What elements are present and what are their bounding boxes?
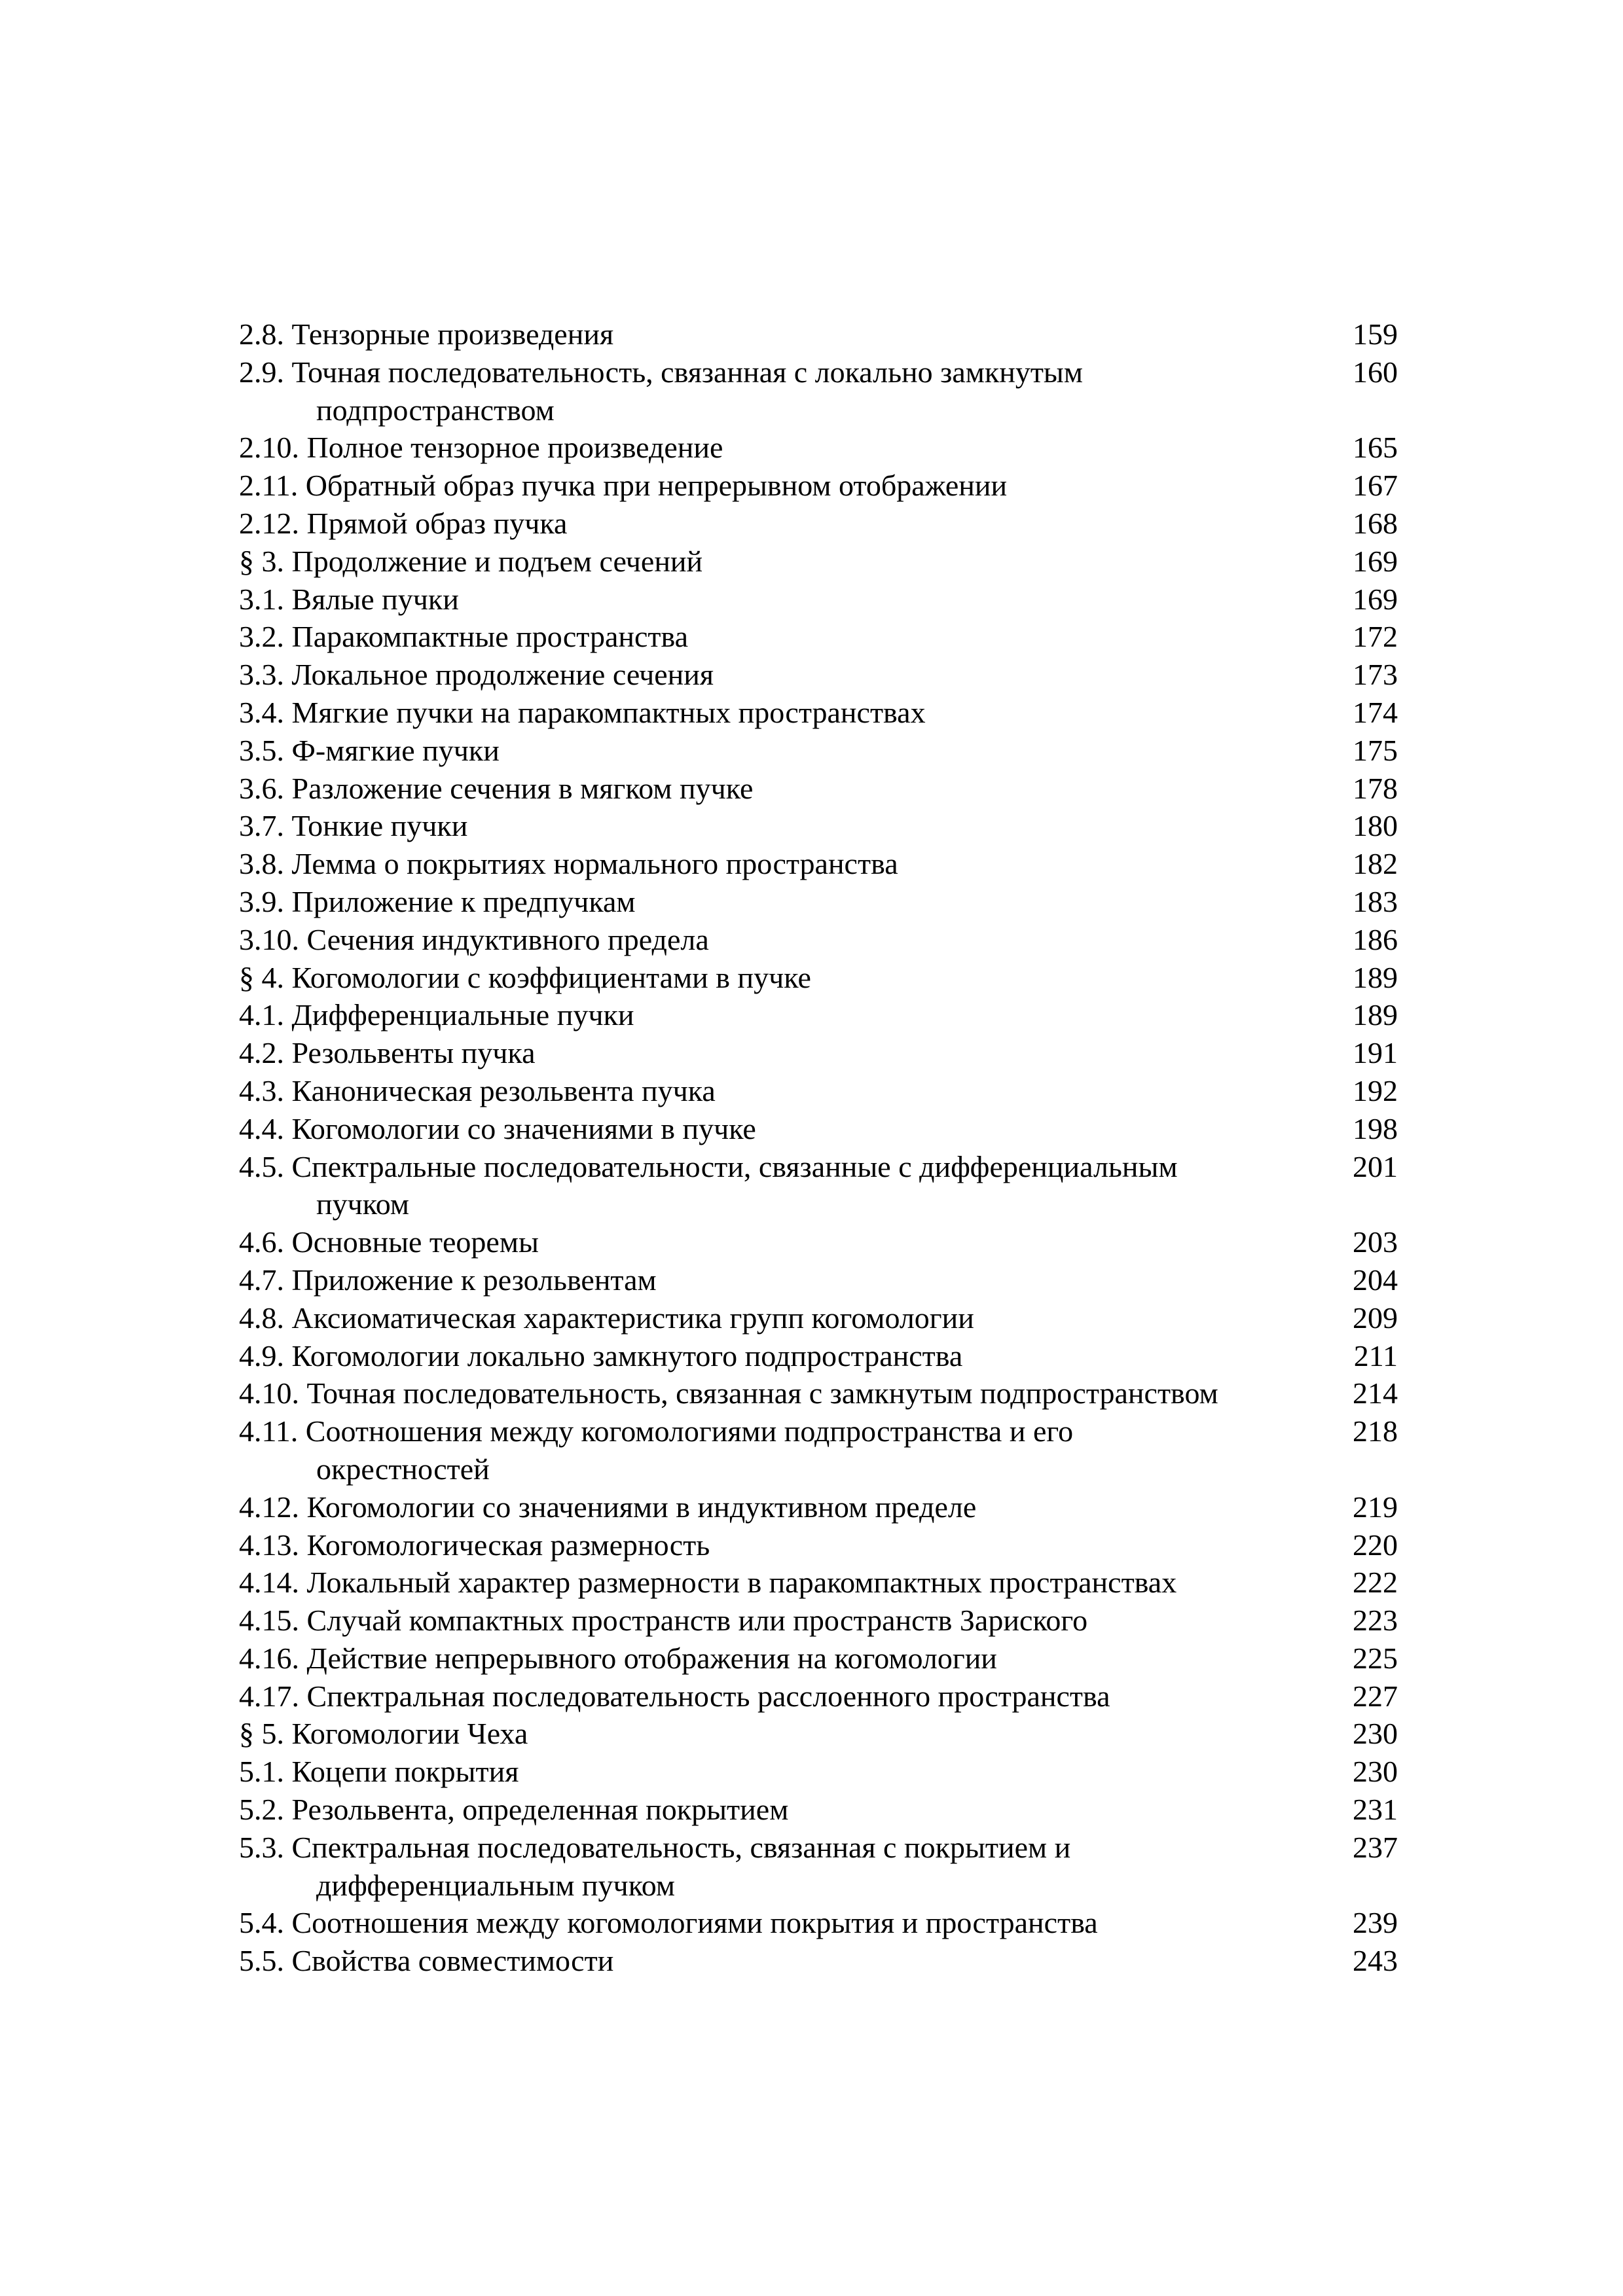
toc-entry-title-text: 3.6. Разложение сечения в мягком пучке <box>239 771 754 805</box>
toc-entry <box>239 543 1398 581</box>
toc-entry-title-continuation: пучком <box>316 1187 409 1221</box>
toc-entry-title <box>239 1564 1336 1602</box>
toc-entry-page-number: 175 <box>1353 733 1398 767</box>
toc-entry-title-text: § 3. Продолжение и подъем сечений <box>239 544 703 578</box>
toc-entry-title-text: 4.9. Когомологии локально замкнутого подпространства <box>239 1338 963 1372</box>
toc-entry-page-number: 183 <box>1353 884 1398 918</box>
toc-entry <box>239 1715 1398 1753</box>
toc-entry-page-number: 201 <box>1353 1149 1398 1183</box>
toc-entry <box>239 1640 1398 1677</box>
table-of-contents <box>239 315 1398 1980</box>
toc-entry <box>239 1337 1398 1375</box>
toc-entry-title <box>239 1374 1336 1412</box>
toc-entry-page-number: 219 <box>1353 1490 1398 1524</box>
toc-entry-page-number: 231 <box>1353 1793 1398 1827</box>
toc-entry-title-text: § 4. Когомологии с коэффициентами в пучке <box>239 960 811 994</box>
toc-entry <box>239 656 1398 694</box>
toc-entry-title-text: 2.10. Полное тензорное произведение <box>239 431 723 465</box>
toc-entry-title-text: 4.8. Аксиоматическая характеристика групп когомологии <box>239 1300 974 1335</box>
toc-entry-page-number: 169 <box>1353 544 1398 578</box>
toc-entry-page-number: 211 <box>1353 1338 1398 1372</box>
toc-entry-title <box>239 845 1336 883</box>
toc-entry-title <box>239 581 1336 619</box>
toc-entry-title-text: 4.6. Основные теоремы <box>239 1225 539 1259</box>
toc-entry-title-text: 3.4. Мягкие пучки на паракомпактных пространствах <box>239 695 926 729</box>
toc-entry-title-text: 4.15. Случай компактных пространств или пространств Зариского <box>239 1604 1088 1638</box>
toc-entry-page-number: 173 <box>1353 658 1398 692</box>
toc-entry <box>239 1526 1398 1564</box>
toc-entry-page-number: 220 <box>1353 1528 1398 1562</box>
toc-entry-page-number: 204 <box>1353 1263 1398 1297</box>
toc-entry-title-text: 3.8. Лемма о покрытиях нормального пространства <box>239 847 898 881</box>
toc-entry-title <box>239 1261 1336 1299</box>
toc-entry-title <box>239 1110 1336 1148</box>
toc-entry-title-text: 3.7. Тонкие пучки <box>239 809 468 843</box>
toc-entry-title <box>239 1337 1336 1375</box>
toc-entry-page-number: 189 <box>1353 960 1398 994</box>
toc-entry-title <box>239 1602 1336 1640</box>
toc-entry-title <box>239 959 1336 997</box>
toc-entry <box>239 429 1398 467</box>
toc-entry <box>239 1034 1398 1072</box>
toc-entry-title <box>239 732 1336 770</box>
toc-entry <box>239 1261 1398 1299</box>
toc-entry <box>239 505 1398 543</box>
toc-entry-title-text: 4.17. Спектральная последовательность расслоенного пространства <box>239 1679 1110 1713</box>
toc-entry <box>239 1412 1398 1488</box>
toc-entry-title <box>239 353 1336 429</box>
toc-entry <box>239 959 1398 997</box>
toc-entry-page-number: 192 <box>1353 1073 1398 1107</box>
toc-entry-title-text: 5.2. Резольвента, определенная покрытием <box>239 1793 789 1827</box>
toc-entry <box>239 770 1398 808</box>
toc-entry-title <box>239 921 1336 959</box>
toc-entry <box>239 1110 1398 1148</box>
toc-entry-page-number: 243 <box>1353 1944 1398 1978</box>
toc-entry <box>239 581 1398 619</box>
toc-entry-title <box>239 1072 1336 1110</box>
toc-entry-title <box>239 543 1336 581</box>
toc-entry-page-number: 198 <box>1353 1111 1398 1145</box>
toc-entry-title <box>239 467 1336 505</box>
toc-entry <box>239 618 1398 656</box>
toc-entry-title-text: 4.16. Действие непрерывного отображения на когомологии <box>239 1641 997 1675</box>
toc-entry-title <box>239 807 1336 845</box>
toc-entry-title <box>239 1526 1336 1564</box>
toc-entry-page-number: 191 <box>1353 1036 1398 1070</box>
toc-entry-page-number: 230 <box>1353 1755 1398 1789</box>
toc-entry-page-number: 174 <box>1353 695 1398 729</box>
toc-entry-page-number: 165 <box>1353 431 1398 465</box>
toc-entry <box>239 694 1398 732</box>
toc-entry-title-text: 3.1. Вялые пучки <box>239 582 459 616</box>
toc-entry-title-text: 4.3. Каноническая резольвента пучка <box>239 1073 716 1107</box>
toc-entry <box>239 467 1398 505</box>
toc-entry-title <box>239 505 1336 543</box>
toc-entry-page-number: 222 <box>1353 1566 1398 1600</box>
toc-entry-page-number: 237 <box>1353 1830 1398 1864</box>
toc-entry-title <box>239 1412 1336 1488</box>
toc-entry-page-number: 169 <box>1353 582 1398 616</box>
toc-entry-page-number: 168 <box>1353 506 1398 540</box>
toc-entry <box>239 1148 1398 1224</box>
toc-entry <box>239 732 1398 770</box>
toc-entry <box>239 845 1398 883</box>
toc-entry-page-number: 230 <box>1353 1717 1398 1751</box>
toc-entry-title-text: 2.8. Тензорные произведения <box>239 317 614 351</box>
toc-entry-title-text: 4.4. Когомологии со значениями в пучке <box>239 1111 756 1145</box>
toc-entry-title-text: § 5. Когомологии Чеха <box>239 1717 528 1751</box>
toc-entry-page-number: 209 <box>1353 1300 1398 1335</box>
toc-entry-page-number: 218 <box>1353 1414 1398 1448</box>
toc-entry-title-text: 3.9. Приложение к предпучкам <box>239 884 636 918</box>
toc-entry-page-number: 189 <box>1353 998 1398 1032</box>
toc-entry-title <box>239 429 1336 467</box>
toc-entry <box>239 996 1398 1034</box>
toc-entry <box>239 1564 1398 1602</box>
toc-entry-title <box>239 1034 1336 1072</box>
toc-entry-title-text: 4.5. Спектральные последовательности, связанные с дифференциальным <box>239 1149 1178 1183</box>
toc-entry-title-text: 4.13. Когомологическая размерность <box>239 1528 710 1562</box>
toc-entry-title-continuation: дифференциальным пучком <box>316 1868 675 1902</box>
toc-entry-page-number: 225 <box>1353 1641 1398 1675</box>
toc-entry-title <box>239 694 1336 732</box>
toc-entry-title-text: 3.10. Сечения индуктивного предела <box>239 922 709 956</box>
toc-entry-title-text: 5.1. Коцепи покрытия <box>239 1755 519 1789</box>
toc-entry-title-text: 2.12. Прямой образ пучка <box>239 506 568 540</box>
toc-entry-title-text: 4.1. Дифференциальные пучки <box>239 998 634 1032</box>
toc-entry <box>239 1753 1398 1791</box>
toc-entry <box>239 1299 1398 1337</box>
toc-entry-title <box>239 1299 1336 1337</box>
toc-entry-title-text: 5.3. Спектральная последовательность, связанная с покрытием и <box>239 1830 1071 1864</box>
toc-entry-page-number: 167 <box>1353 469 1398 503</box>
toc-entry-page-number: 178 <box>1353 771 1398 805</box>
toc-entry-page-number: 182 <box>1353 847 1398 881</box>
toc-entry-title <box>239 1753 1336 1791</box>
toc-entry-page-number: 186 <box>1353 922 1398 956</box>
toc-entry-title-text: 2.9. Точная последовательность, связанная с локально замкнутым <box>239 355 1083 389</box>
toc-entry-title <box>239 1640 1336 1677</box>
toc-entry <box>239 1488 1398 1526</box>
toc-entry <box>239 1942 1398 1980</box>
toc-entry-title-text: 3.3. Локальное продолжение сечения <box>239 658 714 692</box>
toc-entry-page-number: 239 <box>1353 1906 1398 1940</box>
toc-entry-title <box>239 1677 1336 1715</box>
toc-entry-title <box>239 656 1336 694</box>
toc-entry <box>239 921 1398 959</box>
toc-entry-page-number: 159 <box>1353 317 1398 351</box>
toc-entry-title-text: 3.5. Ф-мягкие пучки <box>239 733 500 767</box>
toc-entry <box>239 353 1398 429</box>
toc-entry-page-number: 180 <box>1353 809 1398 843</box>
toc-entry-page-number: 172 <box>1353 620 1398 654</box>
toc-entry-title <box>239 883 1336 921</box>
toc-entry-page-number: 203 <box>1353 1225 1398 1259</box>
toc-entry-title-text: 2.11. Обратный образ пучка при непрерывном отображении <box>239 469 1008 503</box>
toc-entry-page-number: 160 <box>1353 355 1398 389</box>
toc-entry-title <box>239 1942 1336 1980</box>
toc-entry-title <box>239 1148 1336 1224</box>
toc-entry-title-continuation: подпространством <box>316 393 555 427</box>
toc-entry-title <box>239 1904 1336 1942</box>
toc-entry <box>239 807 1398 845</box>
toc-entry <box>239 1677 1398 1715</box>
toc-entry-title-text: 4.7. Приложение к резольвентам <box>239 1263 657 1297</box>
toc-entry-title-text: 4.10. Точная последовательность, связанная с замкнутым подпространством <box>239 1376 1218 1410</box>
toc-entry-title <box>239 1829 1336 1905</box>
toc-entry-title <box>239 1488 1336 1526</box>
toc-entry-title-continuation: окрестностей <box>316 1452 490 1486</box>
toc-entry-page-number: 214 <box>1353 1376 1398 1410</box>
toc-entry-title-text: 4.11. Соотношения между когомологиями подпространства и его <box>239 1414 1074 1448</box>
toc-entry-title <box>239 618 1336 656</box>
toc-entry-title-text: 3.2. Паракомпактные пространства <box>239 620 689 654</box>
toc-entry <box>239 1791 1398 1829</box>
toc-entry-title <box>239 1791 1336 1829</box>
toc-entry-title <box>239 1223 1336 1261</box>
toc-entry-page-number: 223 <box>1353 1604 1398 1638</box>
toc-entry-title-text: 4.12. Когомологии со значениями в индуктивном пределе <box>239 1490 977 1524</box>
toc-entry <box>239 883 1398 921</box>
toc-entry <box>239 1374 1398 1412</box>
toc-entry-page-number: 227 <box>1353 1679 1398 1713</box>
toc-entry-title <box>239 770 1336 808</box>
toc-entry <box>239 315 1398 353</box>
toc-entry-title <box>239 1715 1336 1753</box>
toc-entry-title <box>239 996 1336 1034</box>
toc-entry <box>239 1829 1398 1905</box>
toc-entry <box>239 1904 1398 1942</box>
toc-entry <box>239 1072 1398 1110</box>
toc-entry-title-text: 5.5. Свойства совместимости <box>239 1944 614 1978</box>
toc-entry <box>239 1223 1398 1261</box>
toc-entry <box>239 1602 1398 1640</box>
toc-entry-title-text: 4.2. Резольвенты пучка <box>239 1036 536 1070</box>
toc-entry-title-text: 5.4. Соотношения между когомологиями покрытия и пространства <box>239 1906 1098 1940</box>
toc-entry-title <box>239 315 1336 353</box>
toc-entry-title-text: 4.14. Локальный характер размерности в паракомпактных пространствах <box>239 1566 1177 1600</box>
